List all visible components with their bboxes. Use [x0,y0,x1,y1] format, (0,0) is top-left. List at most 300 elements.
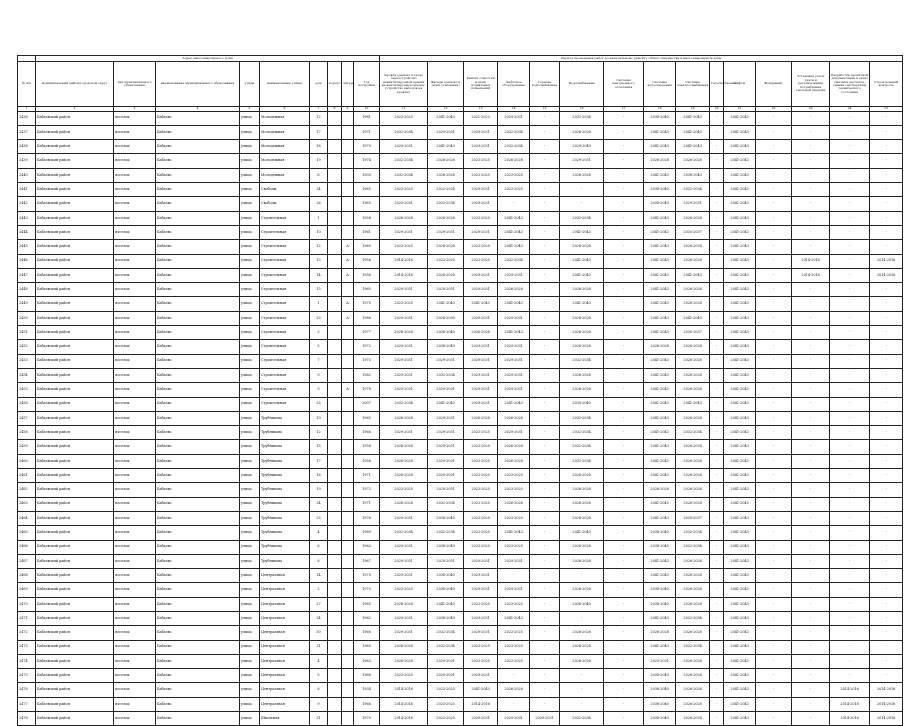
table-cell: 2023-2025 [380,240,428,254]
table-cell: Бабаево [156,154,240,168]
table-cell: 2041-2043 [644,326,676,340]
table-cell: 2026-2028 [676,669,710,683]
table-cell: 2475 [18,669,36,683]
table-cell: 2041-2043 [644,125,676,139]
table-cell: улица [240,540,260,554]
table-cell: - [756,440,792,454]
table-cell: 2038-2040 [676,168,710,182]
table-cell [328,311,342,325]
table-cell: 2026-2028 [560,368,604,382]
table-cell: - [530,611,560,625]
table-cell: - [792,140,830,154]
table-cell: - [756,483,792,497]
table-cell: - [710,154,724,168]
table-cell: улица [240,240,260,254]
table-cell: Центральная [260,654,310,668]
table-cell [328,197,342,211]
table-cell: 2026-2028 [498,454,530,468]
table-cell: 2032-2034 [560,426,604,440]
table-cell: - [792,354,830,368]
table-cell: поселок [114,469,156,483]
table-row [18,683,903,697]
column-number: 3 [114,107,156,112]
table-cell: 2026-2028 [380,454,428,468]
table-cell: - [710,426,724,440]
table-cell: - [792,697,830,711]
table-row [18,240,903,254]
table-cell: 2029-2031 [464,268,498,282]
table-cell: 2023-2025 [498,597,530,611]
table-cell: Бабаевский район [36,368,114,382]
table-cell: - [530,554,560,568]
table-cell: 2041-2043 [644,454,676,468]
table-cell: 2 [310,583,328,597]
table-cell: улица [240,125,260,139]
table-cell: поселок [114,540,156,554]
table-cell: - [792,683,830,697]
table-row [18,283,903,297]
table-cell: Бабаево [156,225,240,239]
table-cell: 2035-2037 [676,326,710,340]
table-cell: 2041-2043 [724,197,756,211]
table-cell: 2026-2028 [644,154,676,168]
table-cell: - [710,469,724,483]
table-cell: 2462 [18,483,36,497]
table-cell [328,297,342,311]
table-cell: 2026-2028 [676,154,710,168]
table-cell: 2026-2028 [676,297,710,311]
table-cell: Бабаево [156,354,240,368]
table-cell: 2014-2016 [870,697,903,711]
table-cell: Строительная [260,326,310,340]
table-cell: - [604,540,644,554]
table-cell: - [530,326,560,340]
table-cell: 2023-2025 [498,540,530,554]
table-cell: 2032-2034 [380,168,428,182]
table-cell: 2438 [18,140,36,154]
table-cell: - [830,526,870,540]
table-cell: Бабаевский район [36,712,114,726]
table-cell: - [710,511,724,525]
table-cell: - [604,240,644,254]
table-cell: 2026-2028 [676,469,710,483]
column-number: 25 [870,107,903,112]
table-cell: поселок [114,383,156,397]
table-cell: Свободы [260,183,310,197]
table-cell: - [530,483,560,497]
table-cell: 2041-2043 [644,211,676,225]
table-cell: улица [240,311,260,325]
table-cell: 2041-2043 [724,597,756,611]
column-header: Системы электроснабжения [676,62,710,107]
table-cell: Бабаевский район [36,469,114,483]
table-cell: Бабаево [156,411,240,425]
table-cell [342,497,354,511]
table-cell: - [792,712,830,726]
table-row [18,426,903,440]
table-cell: 2041-2043 [724,268,756,282]
table-row [18,125,903,139]
table-cell: - [710,383,724,397]
table-cell: - [710,368,724,382]
table-cell: 1956 [354,454,380,468]
table-cell: Бабаевский район [36,297,114,311]
table-cell: Бабаевский район [36,140,114,154]
table-cell: 2014-2016 [870,712,903,726]
table-cell: 1974 [354,154,380,168]
table-cell [328,554,342,568]
table-cell: Строительная [260,225,310,239]
table-cell: 2041-2043 [724,383,756,397]
table-cell: 1966 [354,669,380,683]
table-cell: Бабаевский район [36,125,114,139]
table-cell: - [604,211,644,225]
table-cell: 1960 [354,240,380,254]
table-cell: - [870,426,903,440]
table-cell: Трубникова [260,497,310,511]
table-cell [328,497,342,511]
table-cell: 1965 [354,411,380,425]
table-cell: 2041-2043 [724,125,756,139]
table-cell: 2014-2016 [870,254,903,268]
table-cell [342,340,354,354]
table-cell: 2032-2034 [498,254,530,268]
column-number: 10 [354,107,380,112]
table-cell: - [756,683,792,697]
table-cell: 2029-2031 [380,383,428,397]
table-cell: 2041-2043 [644,354,676,368]
table-cell: Бабаево [156,397,240,411]
table-cell: поселок [114,569,156,583]
table-cell: - [792,154,830,168]
table-cell: Центральная [260,640,310,654]
table-cell: - [870,311,903,325]
table-cell: - [560,197,604,211]
table-cell: Центральная [260,683,310,697]
table-cell: улица [240,197,260,211]
table-cell: 2029-2031 [464,225,498,239]
table-row [18,597,903,611]
table-cell: - [710,526,724,540]
table-cell: - [530,268,560,282]
table-cell: 2038-2040 [644,197,676,211]
column-header: дом [310,62,328,107]
table-cell: поселок [114,225,156,239]
table-cell: 2041-2043 [724,225,756,239]
table-cell: 2023-2025 [464,540,498,554]
table-cell: 19 [310,483,328,497]
table-row [18,626,903,640]
column-header: Разработка проектной документации и (или) сметных расчетов, оценка (экспертиза) технического состояния [830,62,870,107]
table-cell: Бабаевский район [36,397,114,411]
table-cell: - [792,569,830,583]
table-cell: Бабаево [156,368,240,382]
table-cell: поселок [114,311,156,325]
table-cell: 2029-2031 [380,426,428,440]
table-cell [342,125,354,139]
table-cell: 2026-2028 [560,540,604,554]
table-cell: 2041-2043 [498,240,530,254]
table-cell: - [604,511,644,525]
table-cell: 2038-2040 [560,597,604,611]
table-cell [342,140,354,154]
table-cell: - [604,268,644,282]
table-cell: - [710,483,724,497]
table-cell: 2029-2031 [380,368,428,382]
table-cell: улица [240,140,260,154]
table-cell [342,540,354,554]
table-cell: 2023-2025 [498,469,530,483]
table-cell: - [604,483,644,497]
table-cell: 2029-2031 [498,268,530,282]
table-cell: 2445 [18,240,36,254]
table-cell: - [756,654,792,668]
table-cell [328,354,342,368]
table-cell [342,511,354,525]
table-cell: - [792,426,830,440]
table-cell: Бабаевский район [36,454,114,468]
table-cell: Трубникова [260,483,310,497]
table-cell: 2032-2034 [380,154,428,168]
table-cell: - [530,669,560,683]
table-cell: улица [240,497,260,511]
table-cell: Строительная [260,283,310,297]
table-cell: - [830,254,870,268]
table-cell: 2026-2028 [560,311,604,325]
table-cell: 2029-2031 [428,554,464,568]
table-row [18,411,903,425]
table-cell: 31 [310,640,328,654]
table-cell: 1975 [354,297,380,311]
table-cell: улица [240,640,260,654]
table-cell [342,597,354,611]
table-cell: 2041-2043 [644,440,676,454]
table-row [18,326,903,340]
table-cell: Бабаевский район [36,383,114,397]
table-cell: - [830,111,870,125]
table-cell: 2029-2031 [428,483,464,497]
table-cell: 2041-2043 [724,340,756,354]
table-cell: - [792,583,830,597]
table-cell: - [604,197,644,211]
table-cell: Бабаево [156,140,240,154]
table-cell: - [530,211,560,225]
table-cell: 2029-2031 [428,125,464,139]
table-cell: улица [240,697,260,711]
table-cell: 2041-2043 [724,626,756,640]
table-cell: 2026-2028 [676,211,710,225]
table-cell: Строительная [260,211,310,225]
table-cell: - [792,111,830,125]
table-row [18,611,903,625]
table-cell: 2032-2034 [676,183,710,197]
table-cell: поселок [114,654,156,668]
table-cell: - [498,697,530,711]
table-cell: - [710,611,724,625]
table-cell: Бабаевский район [36,597,114,611]
table-cell: Бабаево [156,125,240,139]
table-cell: 2032-2034 [560,712,604,726]
table-cell: - [710,211,724,225]
table-cell: 2041-2043 [724,712,756,726]
table-cell: Центральная [260,611,310,625]
table-cell: - [604,397,644,411]
table-cell: улица [240,111,260,125]
table-cell: 2041-2043 [644,268,676,282]
table-cell: Бабаевский район [36,540,114,554]
table-cell: 2041-2043 [724,569,756,583]
table-cell: 2041-2043 [498,526,530,540]
table-cell: 1969 [354,526,380,540]
table-cell: 2041-2043 [498,611,530,625]
table-cell: - [792,311,830,325]
table-cell: 27 [310,597,328,611]
table-cell: - [830,411,870,425]
table-cell: 2041-2043 [724,311,756,325]
table-cell: - [710,197,724,211]
table-cell: - [792,483,830,497]
table-cell: - [830,211,870,225]
table-cell: - [792,368,830,382]
table-cell: улица [240,326,260,340]
column-number: 20 [710,107,724,112]
table-cell: 2041-2043 [724,583,756,597]
table-cell: - [830,454,870,468]
table-cell: 8 [310,683,328,697]
table-cell: Бабаевский район [36,354,114,368]
table-cell: - [792,511,830,525]
table-cell: 2041-2043 [724,140,756,154]
table-cell: 1966 [354,697,380,711]
table-cell: 17 [310,125,328,139]
table-cell [342,454,354,468]
table-cell: - [604,712,644,726]
table-cell: 2029-2031 [380,554,428,568]
table-cell: 2026-2028 [560,497,604,511]
table-cell: 2029-2031 [428,454,464,468]
table-cell: - [530,597,560,611]
table-cell: 2463 [18,497,36,511]
table-cell: - [710,183,724,197]
table-cell [328,697,342,711]
table-cell: - [870,240,903,254]
table-cell: - [792,197,830,211]
table-cell: 2041-2043 [724,697,756,711]
table-cell: 2041-2043 [724,554,756,568]
table-cell: 2029-2031 [464,354,498,368]
table-cell: 2029-2031 [464,140,498,154]
table-cell: Трубникова [260,426,310,440]
table-cell: 2041-2043 [724,326,756,340]
table-cell: поселок [114,411,156,425]
table-cell: - [604,683,644,697]
table-cell: 2450 [18,311,36,325]
table-cell: 2029-2031 [428,654,464,668]
table-cell: улица [240,554,260,568]
table-cell: - [756,697,792,711]
table-cell: - [756,626,792,640]
column-header: Лифты [724,62,756,107]
table-row [18,540,903,554]
table-cell: 2038-2040 [644,597,676,611]
table-cell: - [604,654,644,668]
table-cell: 2466 [18,540,36,554]
table-cell: - [792,669,830,683]
table-cell: 2460 [18,454,36,468]
table-cell: поселок [114,511,156,525]
table-cell: 2041-2043 [560,268,604,282]
table-cell [328,411,342,425]
table-cell [328,111,342,125]
table-cell: 2023-2025 [380,111,428,125]
table-cell: 2041-2043 [724,411,756,425]
table-cell: 2029-2031 [380,569,428,583]
table-cell: - [756,326,792,340]
table-cell: - [870,483,903,497]
table-cell: 2038-2040 [644,583,676,597]
table-cell: поселок [114,368,156,382]
table-cell: улица [240,669,260,683]
table-cell: поселок [114,326,156,340]
table-cell: 2029-2031 [498,712,530,726]
table-cell: 2447 [18,268,36,282]
table-cell: 2026-2028 [676,626,710,640]
table-cell: - [792,626,830,640]
table-cell: - [792,326,830,340]
table-cell: 2038-2040 [644,540,676,554]
table-cell: 2026-2028 [644,483,676,497]
table-cell: Строительная [260,268,310,282]
table-cell: - [710,669,724,683]
table-cell: 2041-2043 [724,669,756,683]
table-cell: 2032-2034 [560,440,604,454]
table-cell [328,154,342,168]
table-cell: 2441 [18,183,36,197]
table-cell: 2026-2028 [676,583,710,597]
table-cell: - [530,383,560,397]
table-cell: 1958 [354,440,380,454]
table-cell: - [530,397,560,411]
table-cell: 14 [310,268,328,282]
table-cell [328,526,342,540]
table-cell: - [756,540,792,554]
table-cell: - [870,297,903,311]
table-cell: 1981 [354,111,380,125]
table-cell: - [830,626,870,640]
table-cell: улица [240,611,260,625]
table-cell: Бабаевский район [36,340,114,354]
table-cell: 2026-2028 [428,168,464,182]
column-header: Кровля (ремонт и (или) переустройство невентилируемой крыши на вентилируемую крышу, устройство выходов на кровлю) [380,62,428,107]
table-cell: 2041-2043 [644,225,676,239]
table-cell: 2023-2025 [464,654,498,668]
table-cell [328,440,342,454]
table-cell: 24 [310,183,328,197]
table-cell: Бабаево [156,326,240,340]
table-cell: - [604,340,644,354]
table-cell: 2453 [18,354,36,368]
table-cell [328,469,342,483]
table-cell: 2041-2043 [724,154,756,168]
table-cell: Трубникова [260,440,310,454]
column-number: 21 [724,107,756,112]
table-cell: поселок [114,197,156,211]
table-cell [342,626,354,640]
table-cell: 2023-2025 [380,669,428,683]
table-cell: 2032-2034 [498,125,530,139]
table-cell: 2041-2043 [428,597,464,611]
table-cell: - [792,383,830,397]
